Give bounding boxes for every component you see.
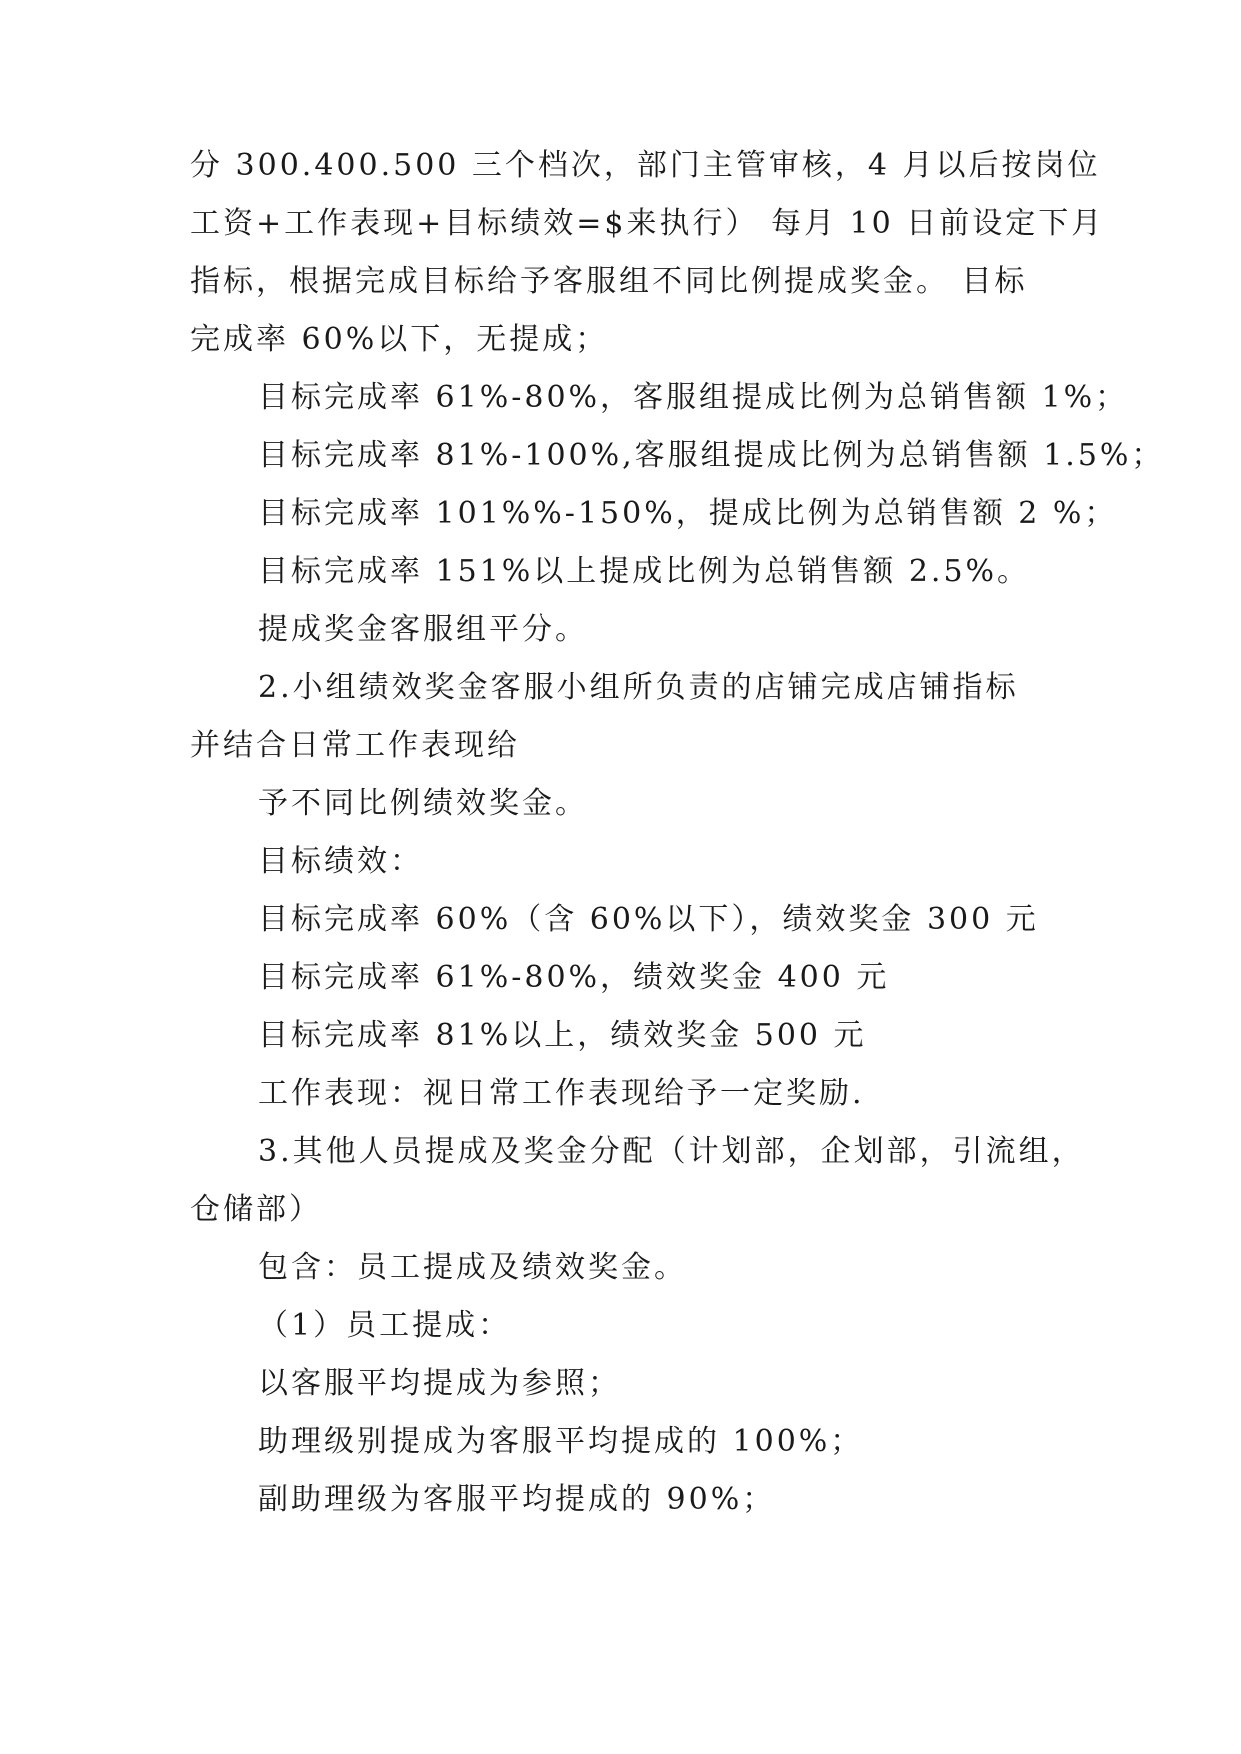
subsection-heading: （1）员工提成： <box>258 1308 512 1343</box>
text-line: 目标完成率 60%（含 60%以下），绩效奖金 300 元 <box>258 902 1039 937</box>
text-line: 目标完成率 81%-100%,客服组提成比例为总销售额 1.5%； <box>258 438 1165 473</box>
text-line: 工作表现：视日常工作表现给予一定奖励. <box>258 1076 865 1111</box>
text-line: 以客服平均提成为参照； <box>258 1366 621 1401</box>
text-line: 副助理级为客服平均提成的 90%； <box>258 1482 776 1517</box>
text-line: 包含：员工提成及绩效奖金。 <box>258 1250 687 1285</box>
section-heading: 3.其他人员提成及奖金分配（计划部，企划部，引流组， <box>258 1134 1085 1169</box>
text-line: 并结合日常工作表现给 <box>190 728 520 763</box>
section-heading: 2.小组绩效奖金客服小组所负责的店铺完成店铺指标 <box>258 670 1019 705</box>
text-line: 予不同比例绩效奖金。 <box>258 786 588 821</box>
text-line: 目标完成率 61%-80%，绩效奖金 400 元 <box>258 960 890 995</box>
text-line: 目标完成率 81%以上，绩效奖金 500 元 <box>258 1018 867 1053</box>
text-line: 分 300.400.500 三个档次，部门主管审核，4 月以后按岗位 <box>190 148 1101 183</box>
text-line: 目标完成率 61%-80%，客服组提成比例为总销售额 1%； <box>258 380 1129 415</box>
text-line: 助理级别提成为客服平均提成的 100%； <box>258 1424 864 1459</box>
text-line: 目标完成率 101%%-150%，提成比例为总销售额 2 %； <box>258 496 1118 531</box>
text-line: 完成率 60%以下，无提成； <box>190 322 609 357</box>
text-line: 目标绩效： <box>258 844 423 879</box>
text-line: 工资+工作表现+目标绩效=$来执行） 每月 10 日前设定下月 <box>190 206 1105 241</box>
text-line: 指标，根据完成目标给予客服组不同比例提成奖金。 目标 <box>190 264 1028 299</box>
text-line: 仓储部） <box>190 1192 322 1227</box>
text-line: 提成奖金客服组平分。 <box>258 612 588 647</box>
text-line: 目标完成率 151%以上提成比例为总销售额 2.5%。 <box>258 554 1031 589</box>
